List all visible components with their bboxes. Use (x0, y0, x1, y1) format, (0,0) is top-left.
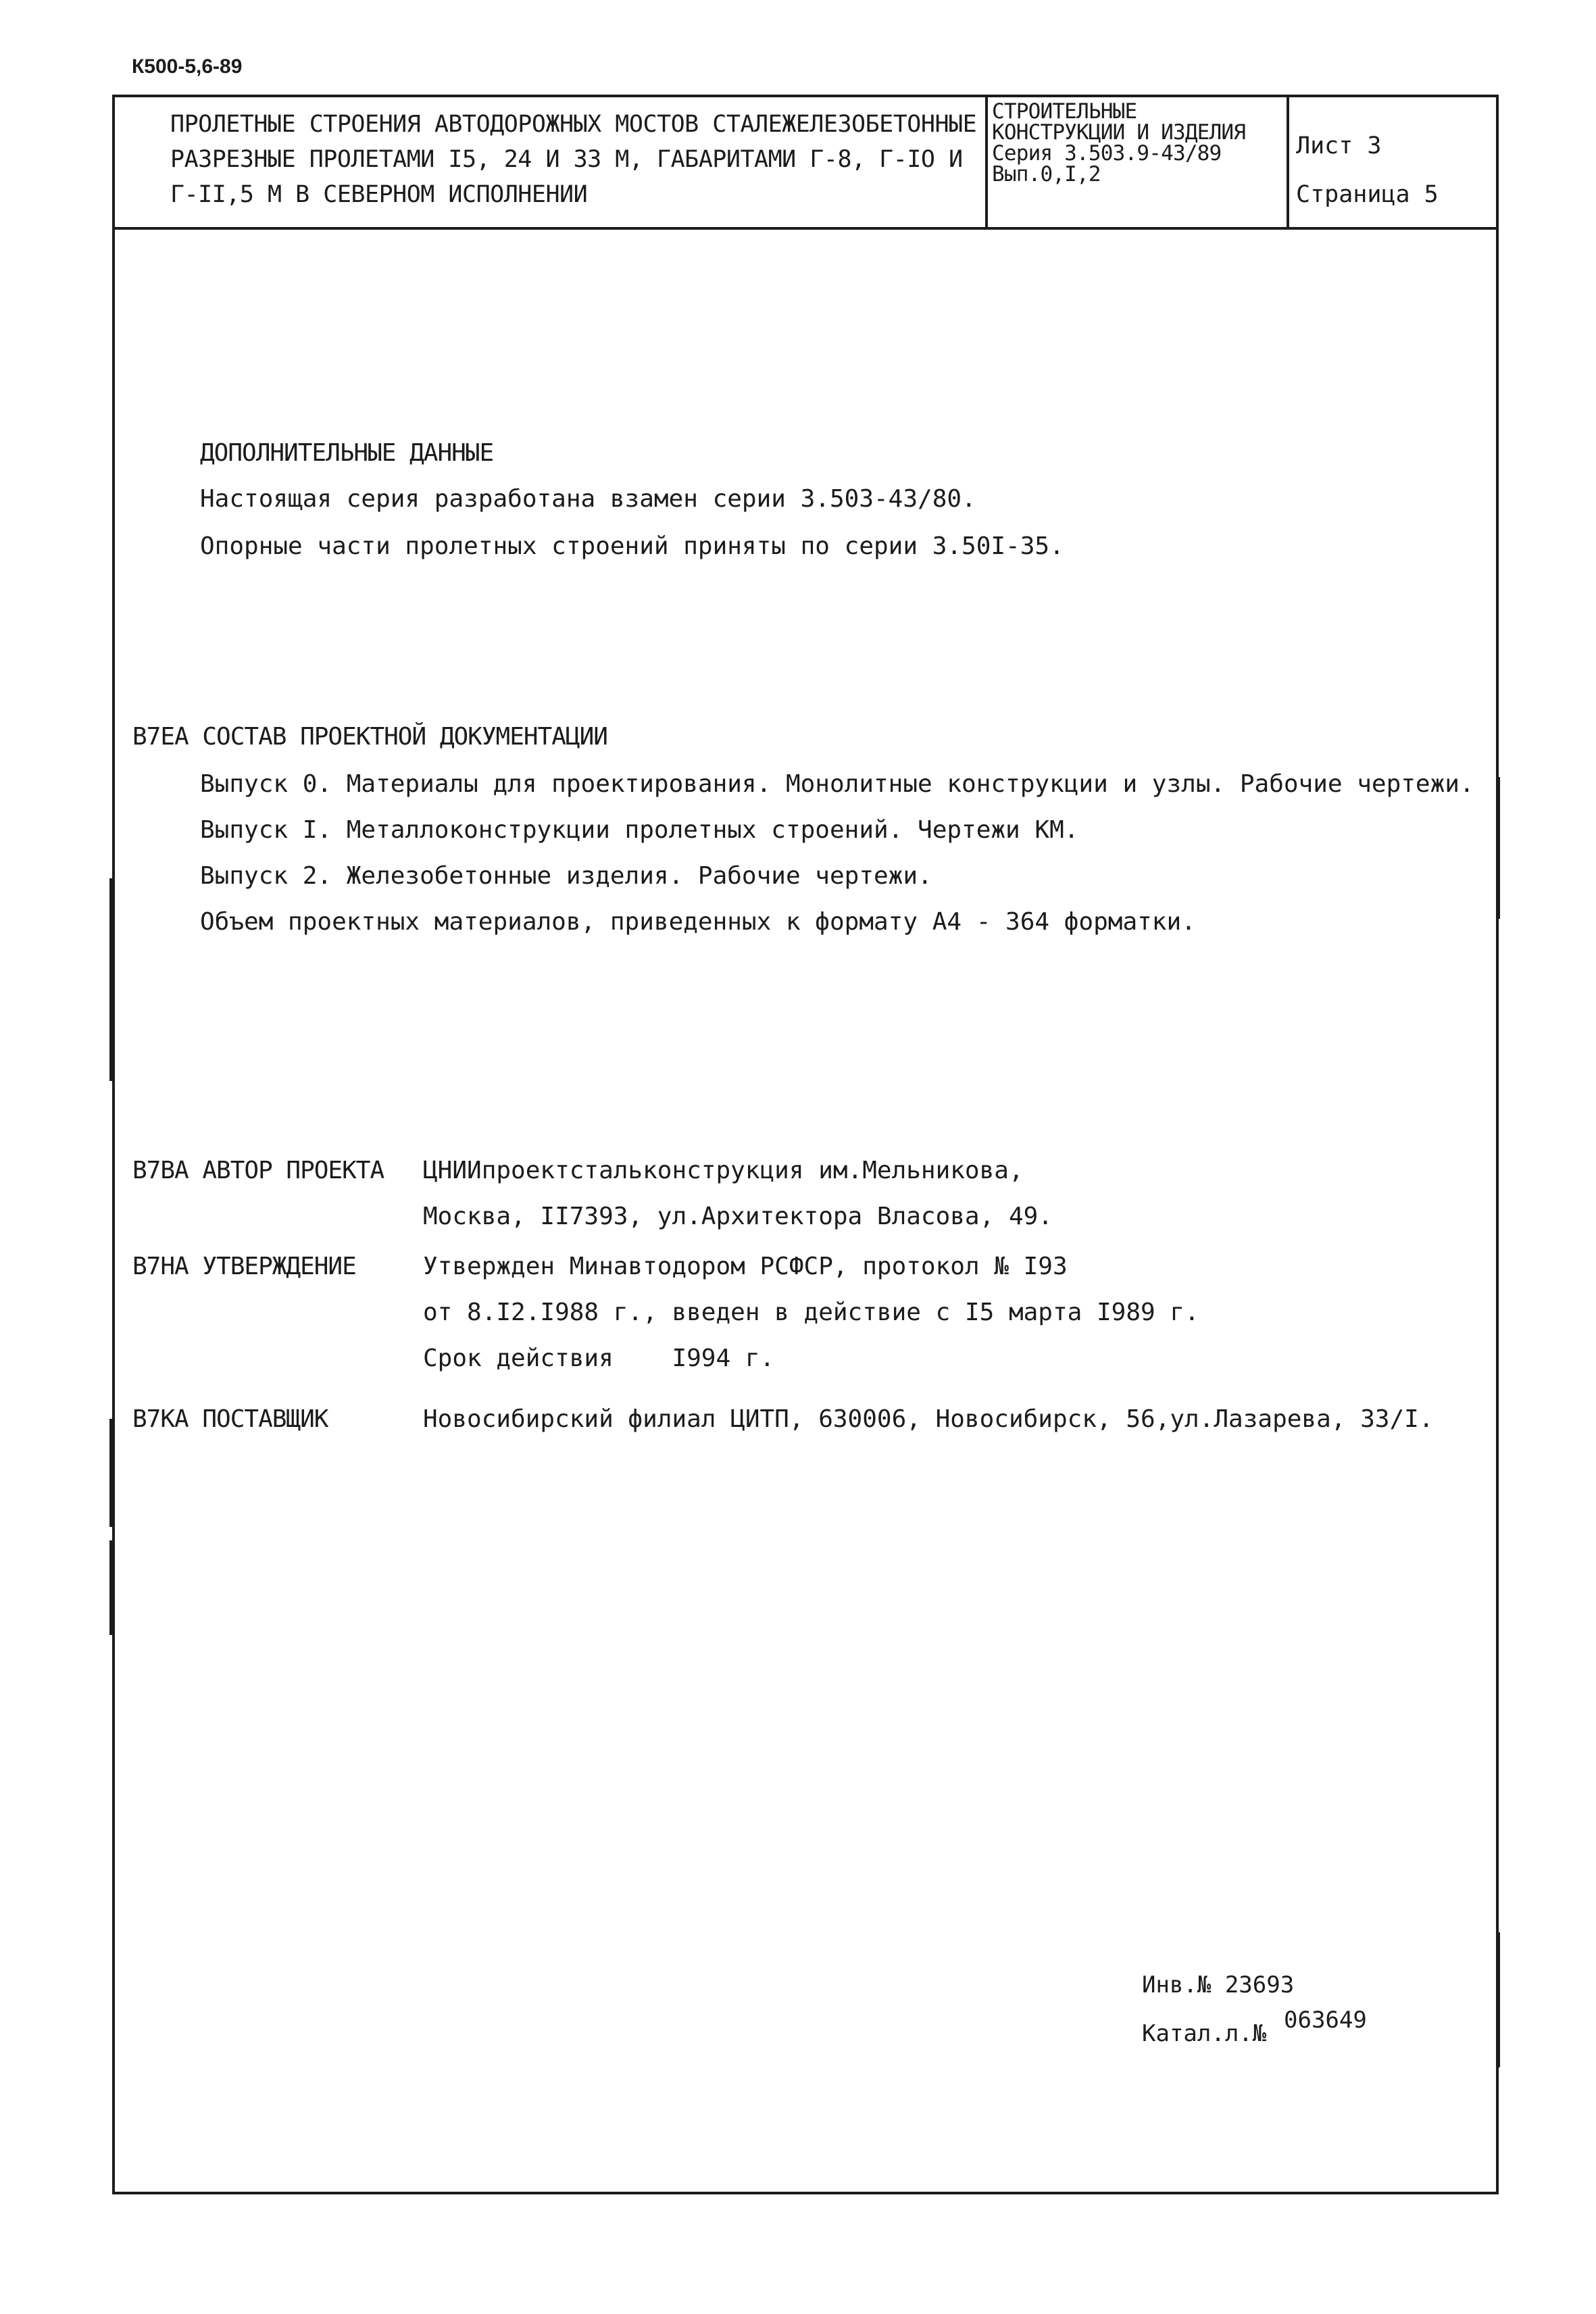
margin-mark (109, 1419, 112, 1527)
inventory-number: Инв.№ 23693 (1142, 1971, 1295, 1998)
approval-line: от 8.I2.I988 г., введен в действие с I5 марта I989 г. (423, 1299, 1199, 1326)
margin-mark (1497, 777, 1500, 919)
page-number: Страница 5 (1296, 181, 1439, 208)
title-block (112, 95, 1499, 230)
page-frame (112, 95, 1499, 2194)
additional-heading: ДОПОЛНИТЕЛЬНЫЕ ДАННЫЕ (200, 439, 494, 467)
series-line: Серия 3.503.9-43/89 (992, 141, 1222, 166)
approval-line: Утвержден Минавтодором РСФСР, протокол № I93 (423, 1253, 1068, 1280)
additional-line: Опорные части пролетных строений приняты по серии 3.50I-35. (200, 532, 1064, 560)
composition-line: Выпуск I. Металлоконструкции пролетных строений. Чертежи КМ. (200, 816, 1079, 844)
title-line: Г-II,5 М В СЕВЕРНОМ ИСПОЛНЕНИИ (170, 181, 588, 208)
author-line: ЦНИИпроектстальконструкция им.Мельникова, (423, 1157, 1024, 1184)
title-line: ПРОЛЕТНЫЕ СТРОЕНИЯ АВТОДОРОЖНЫХ МОСТОВ СТАЛЕЖЕЛЕЗОБЕТОННЫЕ (170, 111, 977, 138)
approval-line: Срок действия I994 г. (423, 1344, 775, 1372)
catalog-label: Катал.л.№ (1142, 2020, 1267, 2047)
composition-heading: В7ЕА СОСТАВ ПРОЕКТНОЙ ДОКУМЕНТАЦИИ (132, 723, 607, 751)
sheet-cell (1289, 95, 1496, 227)
composition-line: Выпуск 0. Материалы для проектирования. Монолитные конструкции и узлы. Рабочие чертежи. (200, 770, 1474, 798)
supplier-line: Новосибирский филиал ЦИТП, 630006, Новосибирск, 56,ул.Лазарева, 33/I. (423, 1405, 1434, 1433)
author-line: Москва, II7393, ул.Архитектора Власова, 49. (423, 1203, 1053, 1230)
composition-line: Объем проектных материалов, приведенных к формату А4 - 364 форматки. (200, 908, 1196, 936)
series-line: СТРОИТЕЛЬНЫЕ (992, 99, 1137, 124)
supplier-label: В7КА ПОСТАВЩИК (132, 1405, 328, 1433)
margin-mark (109, 878, 112, 1081)
series-line: КОНСТРУКЦИИ И ИЗДЕЛИЯ (992, 120, 1246, 145)
title-cell (112, 95, 988, 227)
document-code: К500-5,6-89 (132, 55, 243, 78)
author-label: В7ВА АВТОР ПРОЕКТА (132, 1157, 384, 1184)
series-line: Вып.0,I,2 (992, 162, 1101, 186)
catalog-number: 063649 (1284, 2007, 1367, 2034)
margin-mark (109, 1540, 112, 1635)
approval-label: В7НА УТВЕРЖДЕНИЕ (132, 1253, 356, 1280)
series-cell (988, 95, 1289, 227)
title-line: РАЗРЕЗНЫЕ ПРОЛЕТАМИ I5, 24 И 33 М, ГАБАРИТАМИ Г-8, Г-IO И (170, 146, 963, 173)
additional-line: Настоящая серия разработана взамен серии 3.503-43/80. (200, 485, 976, 513)
composition-line: Выпуск 2. Железобетонные изделия. Рабочие чертежи. (200, 862, 932, 890)
margin-mark (1497, 1932, 1500, 2067)
sheet-number: Лист 3 (1296, 132, 1382, 159)
